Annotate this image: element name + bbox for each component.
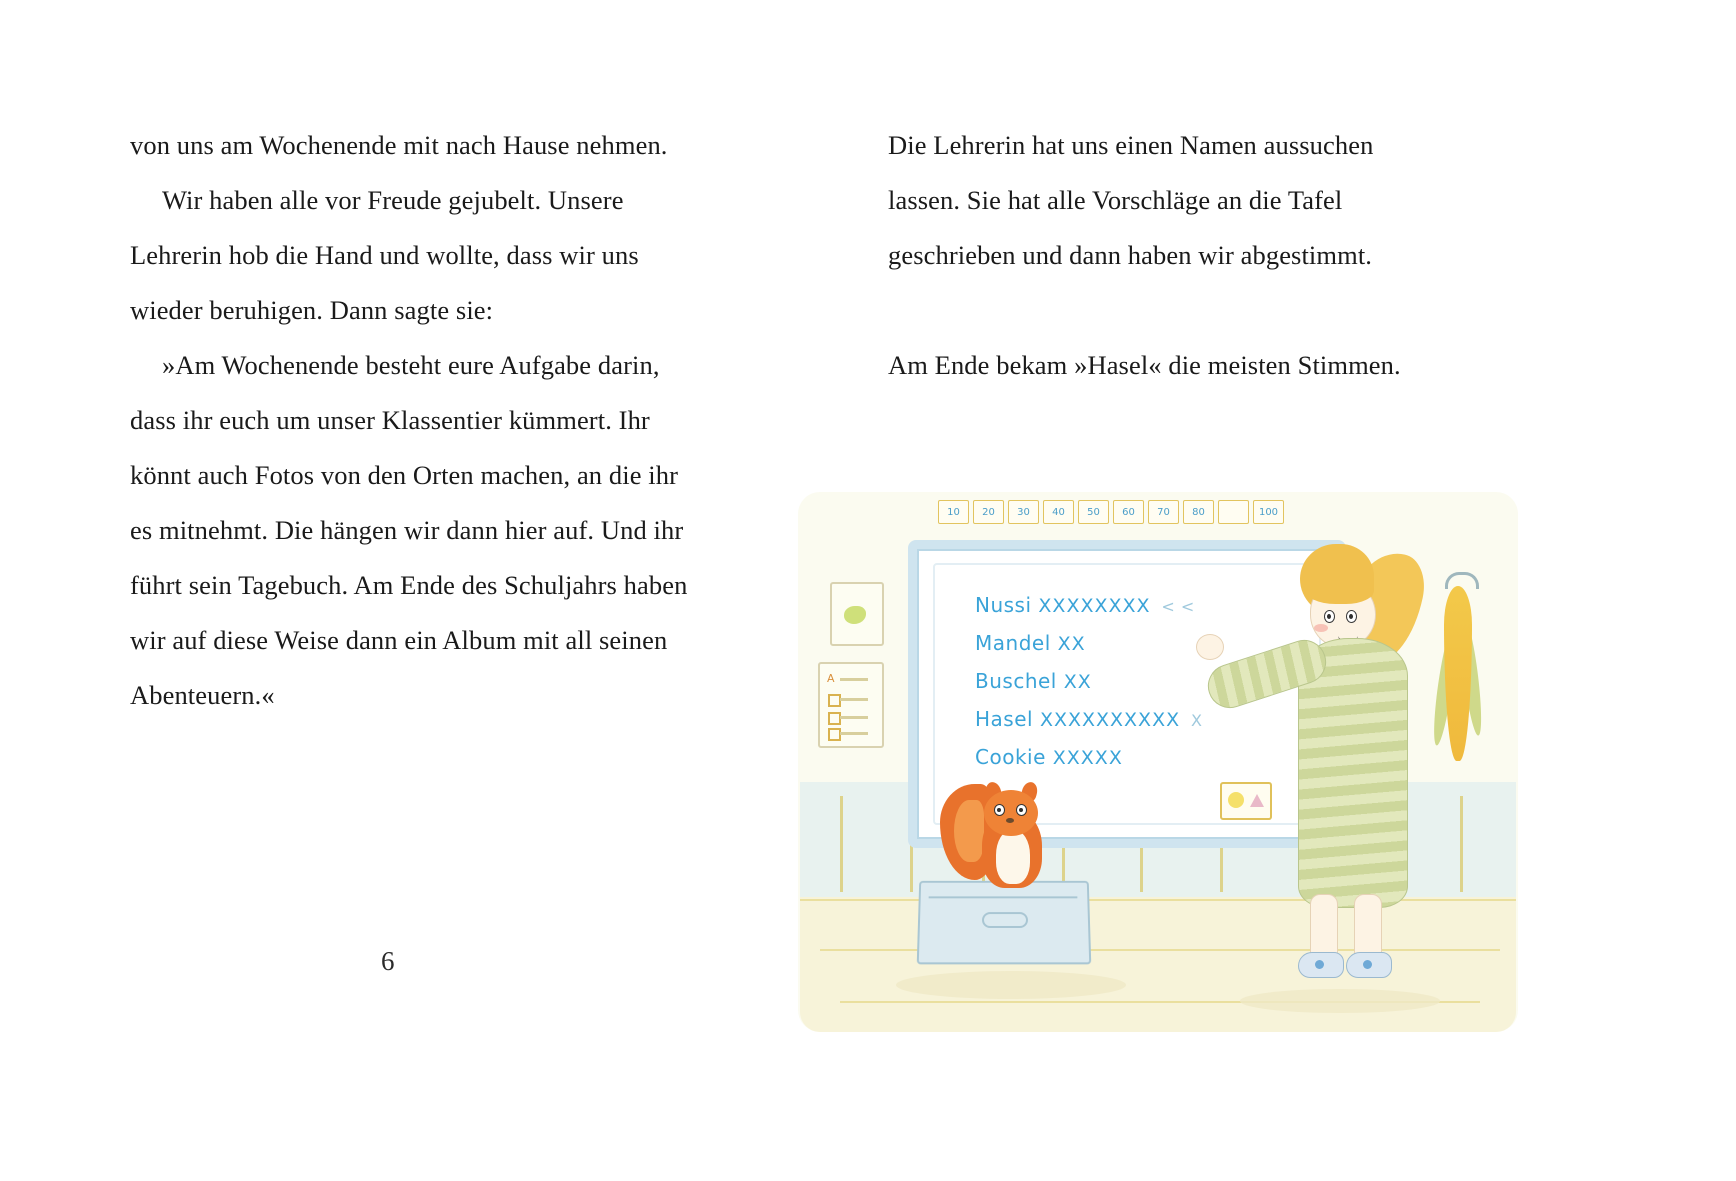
vote-extra-mark: < < [1161, 597, 1195, 616]
vote-name: Nussi [975, 593, 1032, 617]
vote-marks: XXXXXXXX [1038, 595, 1151, 617]
vote-name: Mandel [975, 631, 1051, 655]
number-card: 20 [973, 500, 1004, 524]
wall-poster-green [830, 582, 884, 646]
girl-shoe [1346, 952, 1392, 978]
number-card: 10 [938, 500, 969, 524]
number-card: 30 [1008, 500, 1039, 524]
illustration-classroom-vote [790, 482, 1530, 1042]
paragraph: von uns am Wochenende mit nach Hause nehmen. [130, 130, 668, 160]
hanging-corn-cob [1438, 586, 1478, 786]
girl-at-whiteboard [1258, 534, 1438, 984]
corn-body [1444, 586, 1472, 761]
vote-marks: XXXXX [1052, 747, 1123, 769]
squirrel-belly [996, 830, 1030, 884]
box-handle [982, 912, 1028, 928]
vote-row [975, 707, 1305, 731]
number-card-strip [938, 500, 1284, 524]
squirrel-on-box [940, 782, 1070, 892]
paragraph: Wir haben alle vor Freude gejubelt. Unsere Lehrerin hob die Hand und wollte, dass wir uns wieder beruhigen. Dann sagte sie: [130, 185, 639, 325]
text-column-left [130, 118, 690, 723]
girl-eye [1324, 610, 1335, 623]
storage-box [917, 881, 1092, 965]
vote-marks: XX [1063, 671, 1092, 693]
number-card: 50 [1078, 500, 1109, 524]
vote-extra-mark: X [1190, 711, 1203, 730]
vote-row [975, 631, 1305, 655]
girl-eye [1346, 610, 1357, 623]
vote-marks: XX [1057, 633, 1086, 655]
number-card: 80 [1183, 500, 1214, 524]
vote-row [975, 593, 1305, 617]
number-card: 40 [1043, 500, 1074, 524]
squirrel-nose [1006, 818, 1014, 823]
girl-cheek [1314, 624, 1328, 632]
vote-name: Buschel [975, 669, 1057, 693]
vote-name: Hasel [975, 707, 1034, 731]
number-card: 60 [1113, 500, 1144, 524]
text-column-right [888, 118, 1448, 393]
paragraph: Die Lehrerin hat uns einen Namen aussuchen lassen. Sie hat alle Vorschläge an die Tafel geschrieben und dann haben wir abgestimmt. [888, 130, 1374, 270]
smiley-icon [1228, 792, 1244, 808]
vote-row [975, 745, 1305, 769]
number-card: 100 [1253, 500, 1284, 524]
squirrel-eye [994, 804, 1005, 816]
squirrel-head [984, 790, 1038, 836]
girl-fringe [1304, 570, 1374, 604]
paragraph: Am Ende bekam »Hasel« die meisten Stimmen. [888, 350, 1401, 380]
number-card [1218, 500, 1249, 524]
girl-shoe [1298, 952, 1344, 978]
paragraph: »Am Wochenende besteht eure Aufgabe darin, dass ihr euch um unser Klassentier kümmert. Ihr könnt auch Fotos von den Orten machen, an die ihr es mitnehmt. Die hängen wir dann hier auf. Und ihr führt sein Tagebuch. Am Ende des Schuljahrs haben wir auf diese Weise dann ein Album mit all seinen Abenteuern.« [130, 350, 688, 710]
girl-hand [1196, 634, 1224, 660]
number-card: 70 [1148, 500, 1179, 524]
vote-name: Cookie [975, 745, 1046, 769]
vote-marks: XXXXXXXXXX [1039, 709, 1181, 731]
poster-blob-shape [844, 606, 866, 624]
page-number: 6 [381, 946, 395, 976]
squirrel-eye [1016, 804, 1027, 816]
poster-letter-a: A [827, 672, 835, 685]
wall-poster-alphabet [818, 662, 884, 748]
